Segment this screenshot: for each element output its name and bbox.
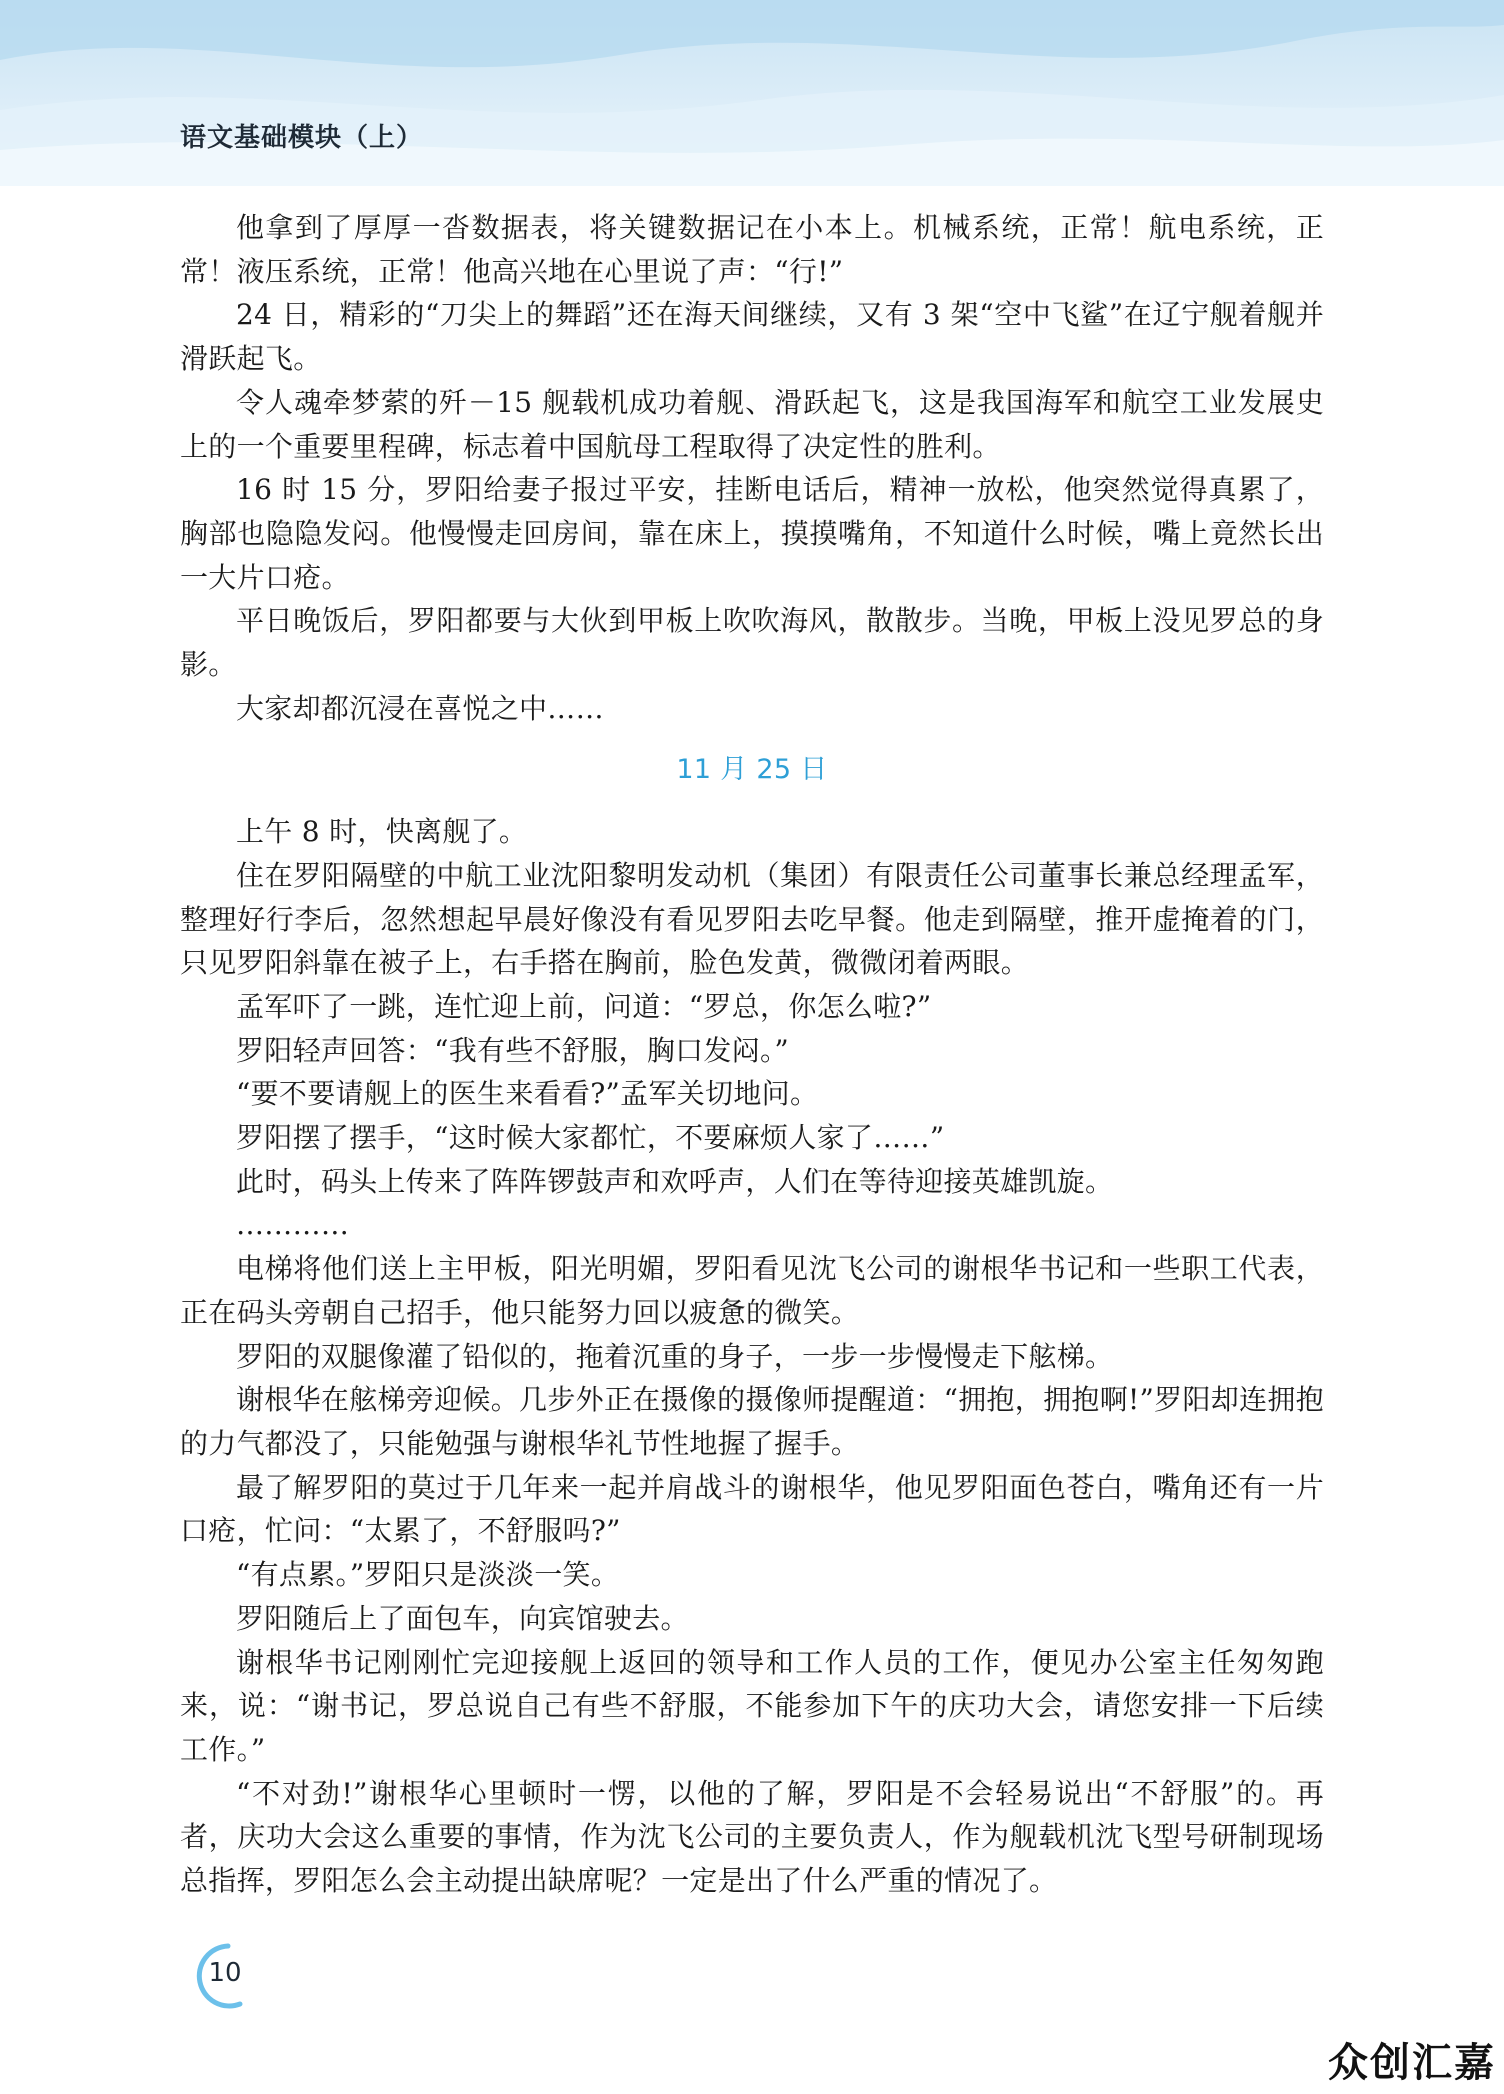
ellipsis-line: ………… (236, 1208, 350, 1242)
page-number: 10 (208, 1958, 242, 1988)
header-band (0, 0, 1504, 186)
paragraph: “要不要请舰上的医生来看看?”孟军关切地问。 (236, 1077, 819, 1111)
paragraph: 罗阳的双腿像灌了铅似的，拖着沉重的身子，一步一步慢慢走下舷梯。 (236, 1339, 1114, 1373)
paragraph: 罗阳摆了摆手，“这时候大家都忙，不要麻烦人家了……” (236, 1121, 945, 1155)
paragraph: 孟军吓了一跳，连忙迎上前，问道：“罗总，你怎么啦?” (236, 989, 932, 1023)
paragraph: 上午 8 时，快离舰了。 (236, 815, 528, 849)
paragraph: 此时，码头上传来了阵阵锣鼓声和欢呼声，人们在等待迎接英雄凯旋。 (236, 1164, 1114, 1198)
paragraph: 大家却都沉浸在喜悦之中…… (236, 691, 604, 725)
paragraph: 谢根华在舷梯旁迎候。几步外正在摄像的摄像师提醒道：“拥抱，拥抱啊!”罗阳却连拥抱的力气都没了，只能勉强与谢根华礼节性地握了握手。 (180, 1383, 1324, 1460)
date-heading: 11 月 25 日 (676, 754, 828, 786)
paragraph: 16 时 15 分，罗阳给妻子报过平安，挂断电话后，精神一放松，他突然觉得真累了，胸部也隐隐发闷。他慢慢走回房间，靠在床上，摸摸嘴角，不知道什么时候，嘴上竟然长出一大片口疮。 (180, 473, 1324, 594)
page-number-badge (180, 1940, 270, 2010)
paragraph: 住在罗阳隔壁的中航工业沈阳黎明发动机（集团）有限责任公司董事长兼总经理孟军，整理好行李后，忽然想起早晨好像没有看见罗阳去吃早餐。他走到隔壁，推开虚掩着的门，只见罗阳斜靠在被子上，右手搭在胸前，脸色发黄，微微闭着两眼。 (180, 858, 1324, 980)
header-wave-decoration (0, 0, 1504, 186)
paragraph: 最了解罗阳的莫过于几年来一起并肩战斗的谢根华，他见罗阳面色苍白，嘴角还有一片口疮，忙问：“太累了，不舒服吗?” (180, 1470, 1324, 1548)
paragraph: 平日晚饭后，罗阳都要与大伙到甲板上吹吹海风，散散步。当晚，甲板上没见罗总的身影。 (180, 604, 1324, 682)
paragraph: 令人魂牵梦萦的歼－15 舰载机成功着舰、滑跃起飞，这是我国海军和航空工业发展史上的一个重要里程碑，标志着中国航母工程取得了决定性的胜利。 (180, 385, 1324, 463)
paragraph: 电梯将他们送上主甲板，阳光明媚，罗阳看见沈飞公司的谢根华书记和一些职工代表，正在码头旁朝自己招手，他只能努力回以疲惫的微笑。 (180, 1252, 1324, 1329)
paragraph: 谢根华书记刚刚忙完迎接舰上返回的领导和工作人员的工作，便见办公室主任匆匆跑来，说：“谢书记，罗总说自己有些不舒服，不能参加下午的庆功大会，请您安排一下后续工作。” (180, 1645, 1324, 1766)
paragraph: 24 日，精彩的“刀尖上的舞蹈”还在海天间继续，又有 3 架“空中飞鲨”在辽宁舰着舰并滑跃起飞。 (180, 298, 1324, 376)
paragraph: “有点累。”罗阳只是淡淡一笑。 (236, 1558, 620, 1592)
paragraph: 罗阳轻声回答：“我有些不舒服，胸口发闷。” (236, 1033, 789, 1067)
paragraph: 他拿到了厚厚一沓数据表，将关键数据记在小本上。机械系统，正常！航电系统，正常！液压系统，正常！他高兴地在心里说了声：“行!” (180, 211, 1324, 288)
body-text (180, 206, 1324, 1903)
paragraph: “不对劲!”谢根华心里顿时一愣，以他的了解，罗阳是不会轻易说出“不舒服”的。再者，庆功大会这么重要的事情，作为沈飞公司的主要负责人，作为舰载机沈飞型号研制现场总指挥，罗阳怎么会主动提出缺席呢？一定是出了什么严重的情况了。 (180, 1776, 1324, 1898)
paragraph: 罗阳随后上了面包车，向宾馆驶去。 (236, 1601, 689, 1635)
watermark: 众创汇嘉 (1328, 2040, 1496, 2086)
header-title: 语文基础模块（上） (180, 123, 424, 153)
